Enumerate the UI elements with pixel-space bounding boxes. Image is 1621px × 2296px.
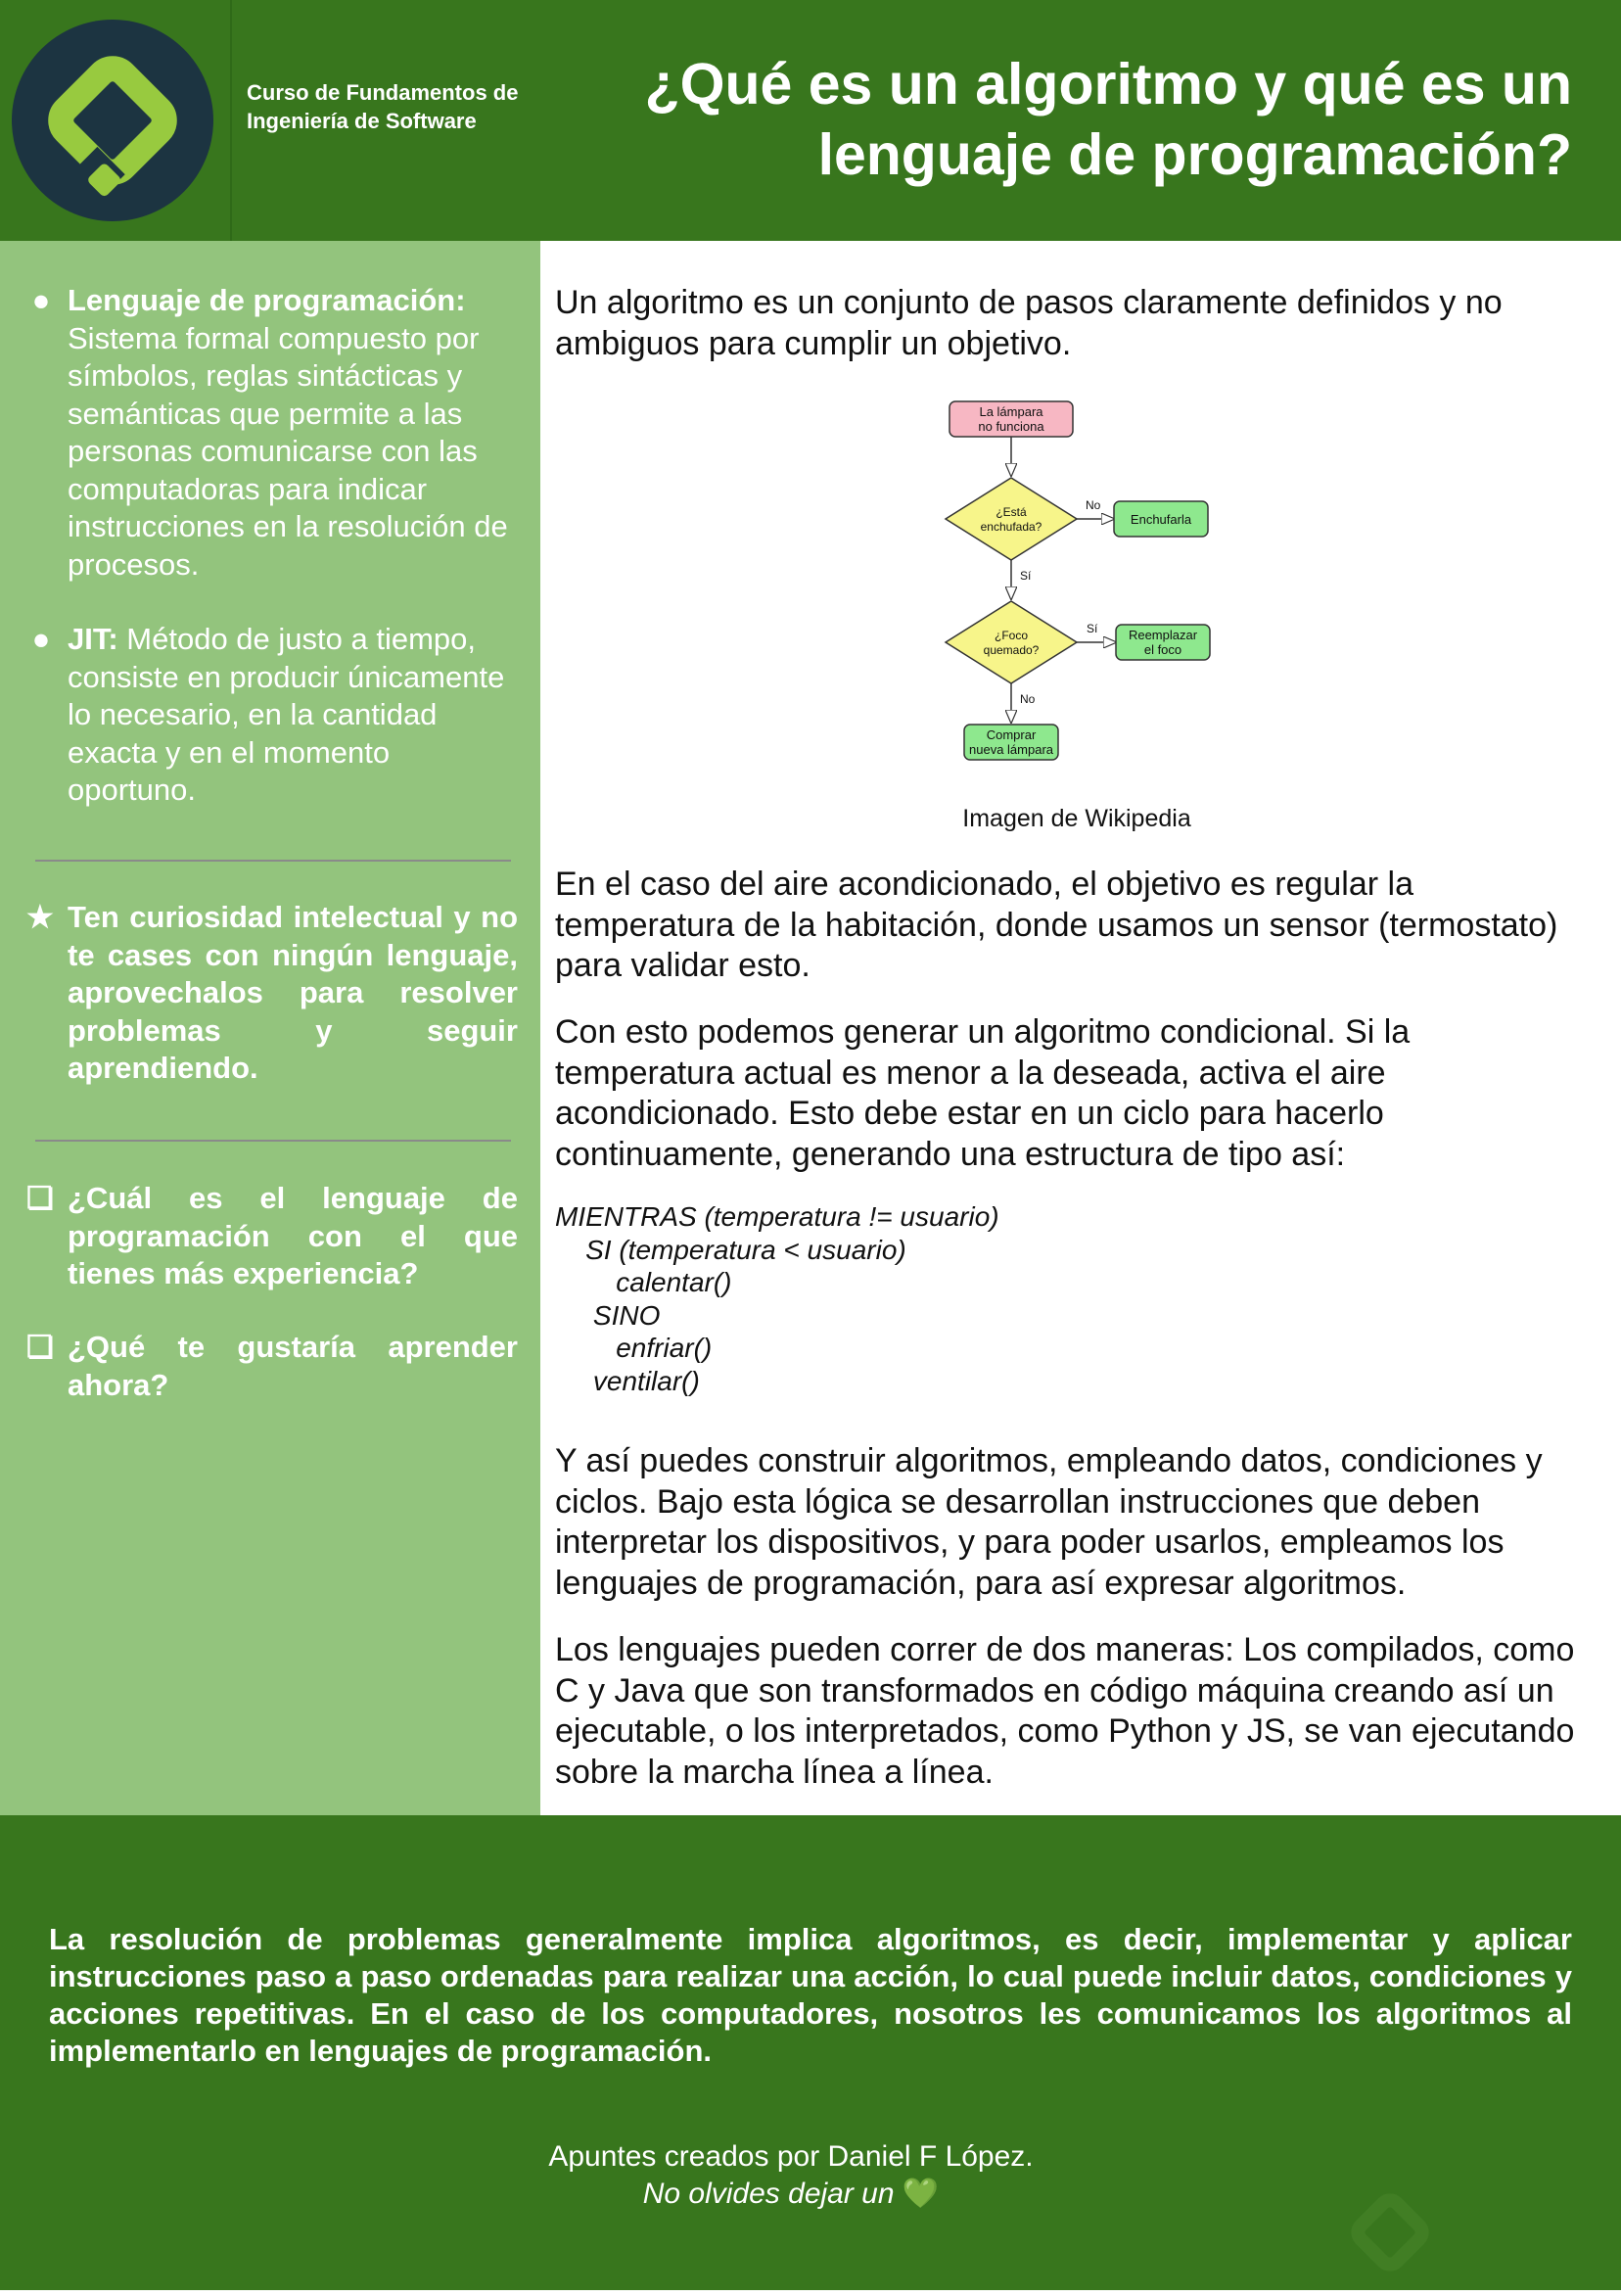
flowchart bbox=[940, 392, 1224, 773]
flow-edge-label: No bbox=[1086, 498, 1101, 512]
question-item bbox=[26, 1329, 518, 1404]
flow-action-label: nueva lámpara bbox=[969, 742, 1053, 757]
code-line: SI (temperatura < usuario) bbox=[555, 1234, 906, 1265]
definition-text: Método de justo a tiempo, consiste en producir únicamente lo necesario, en la cantidad exacta y en el momento oportuno. bbox=[68, 622, 505, 807]
definition-term: Lenguaje de programación: bbox=[68, 283, 466, 317]
header bbox=[0, 0, 1621, 241]
tip-label: Ten curiosidad intelectual y no te cases con ningún lenguaje, aprovechalos para resolver problemas y seguir aprendiendo. bbox=[68, 900, 518, 1085]
flow-edge-label: No bbox=[1020, 692, 1036, 706]
flow-start-label: La lámpara bbox=[979, 404, 1043, 419]
code-line: MIENTRAS (temperatura != usuario) bbox=[555, 1201, 999, 1232]
flow-action-label: el foco bbox=[1143, 642, 1182, 657]
sidebar-divider bbox=[35, 1140, 511, 1142]
flow-action-label: Comprar bbox=[986, 727, 1037, 742]
bullet-icon: ● bbox=[31, 622, 51, 656]
paragraph-language-execution: Los lenguajes pueden correr de dos maneras: Los compilados, como C y Java que son transformados en código máquina creando así un ejecutable, o los interpretados, como Python y JS, se van ejecutando sobre la marcha línea a línea. bbox=[555, 1631, 1575, 1791]
page-title: ¿Qué es un algoritmo y qué es un lenguaje de programación? bbox=[644, 52, 1572, 187]
tip-text bbox=[26, 899, 518, 1088]
bullet-icon: ● bbox=[31, 283, 51, 317]
flow-start-label: no funciona bbox=[978, 419, 1044, 434]
watermark-logo-icon bbox=[1331, 2174, 1449, 2296]
flow-action-label: Reemplazar bbox=[1128, 628, 1198, 642]
flow-decision-node bbox=[946, 601, 1077, 683]
flow-decision-label: quemado? bbox=[983, 643, 1040, 657]
pseudocode-block bbox=[555, 1200, 999, 1397]
code-line: SINO bbox=[555, 1299, 661, 1331]
sidebar-divider bbox=[35, 860, 511, 862]
flow-decision-label: ¿Foco bbox=[994, 629, 1029, 642]
intro-paragraph: Un algoritmo es un conjunto de pasos claramente definidos y no ambiguos para cumplir un objetivo. bbox=[555, 284, 1503, 362]
paragraph-building-algorithms: Y así puedes construir algoritmos, empleando datos, condiciones y ciclos. Bajo esta lógica se desarrollan instrucciones que deben interpretar los dispositivos, y para poder usarlos, empleamos los lenguajes de programación, para así expresar algoritmos. bbox=[555, 1442, 1543, 1602]
flow-edge-label: Sí bbox=[1020, 569, 1032, 583]
paragraph-air-conditioning: En el caso del aire acondicionado, el objetivo es regular la temperatura de la habitación, donde usamos un sensor (termostato) para validar esto. bbox=[555, 866, 1558, 984]
checkbox-icon: ❏ bbox=[26, 1181, 54, 1215]
question-item bbox=[26, 1180, 518, 1293]
header-divider bbox=[230, 0, 232, 241]
paragraph-conditional-algorithm: Con esto podemos generar un algoritmo condicional. Si la temperatura actual es menor a la deseada, activa el aire acondicionado. Esto debe estar en un ciclo para hacerlo continuamente, generando una estructura de tipo así: bbox=[555, 1013, 1411, 1173]
footer-summary: La resolución de problemas generalmente implica algoritmos, es decir, implementar y aplicar instrucciones paso a paso ordenadas para realizar una acción, lo cual puede incluir datos, condiciones y acciones repetitivas. En el caso de los computadores, nosotros les comunicamos los algoritmos al implementarlo en lenguajes de programación. bbox=[49, 1922, 1572, 2068]
flow-action-label: Enchufarla bbox=[1130, 512, 1192, 527]
credit-reminder-text: No olvides dejar un bbox=[642, 2178, 895, 2210]
question-label: ¿Cuál es el lenguaje de programación con el que tienes más experiencia? bbox=[68, 1181, 518, 1290]
image-caption: Imagen de Wikipedia bbox=[962, 805, 1191, 832]
flow-decision-label: ¿Está bbox=[996, 505, 1027, 519]
definition-term: JIT: bbox=[68, 622, 118, 656]
definition-programming-language bbox=[31, 282, 518, 584]
flow-decision-node bbox=[946, 478, 1077, 560]
code-line: calentar() bbox=[555, 1267, 732, 1297]
star-icon: ★ bbox=[26, 900, 54, 934]
checkbox-icon: ❏ bbox=[26, 1330, 54, 1364]
heart-icon: 💚 bbox=[902, 2178, 940, 2210]
credit-author: Apuntes creados por Daniel F López. bbox=[548, 2140, 1034, 2173]
definition-jit bbox=[31, 621, 518, 810]
course-name: Curso de Fundamentos de Ingeniería de Software bbox=[247, 80, 519, 133]
code-line: enfriar() bbox=[555, 1333, 713, 1363]
code-line: ventilar() bbox=[555, 1365, 700, 1396]
definition-text: Sistema formal compuesto por símbolos, reglas sintácticas y semánticas que permite a las personas comunicarse con las computadoras para indicar instrucciones en la resolución de procesos. bbox=[68, 320, 508, 582]
question-label: ¿Qué te gustaría aprender ahora? bbox=[68, 1330, 518, 1402]
flow-decision-label: enchufada? bbox=[980, 520, 1042, 534]
flow-edge-label: Sí bbox=[1087, 622, 1098, 635]
course-logo-icon bbox=[12, 20, 213, 221]
